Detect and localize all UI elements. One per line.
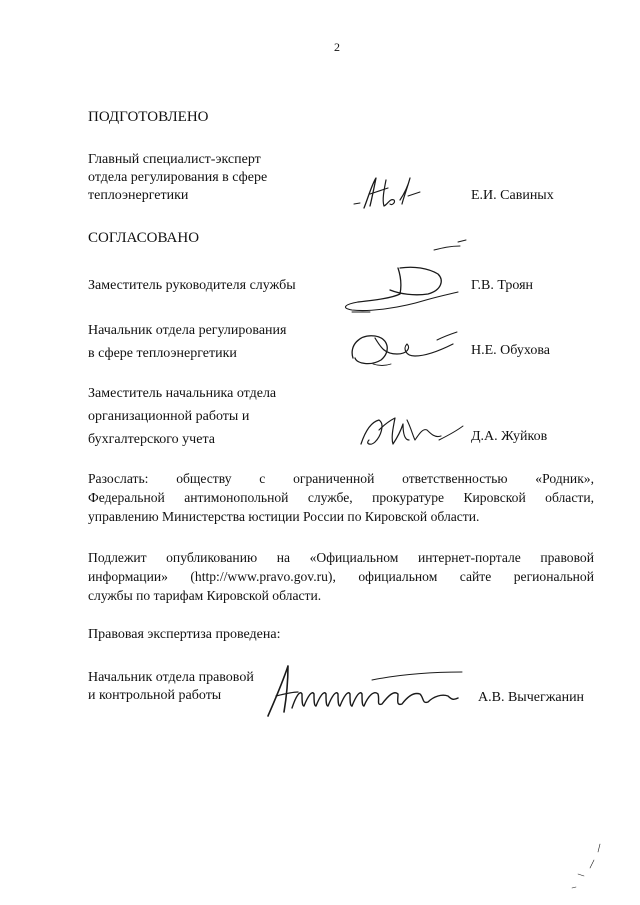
signer-name: Д.А. Жуйков <box>471 429 548 444</box>
scan-marks <box>560 838 610 898</box>
distribution-line: Разослать: обществу с ограниченной ответственностью «Родник», <box>88 471 594 486</box>
position-line: организационной работы и <box>88 409 250 424</box>
position-line: Главный специалист-эксперт <box>88 152 261 167</box>
publication-paragraph <box>88 548 594 605</box>
position-line: Начальник отдела регулирования <box>88 323 287 338</box>
signer-name: Г.В. Троян <box>471 278 534 293</box>
publication-line: Подлежит опубликованию на «Официальном интернет-портале правовой <box>88 550 594 565</box>
agreed-heading: СОГЛАСОВАНО <box>88 230 200 246</box>
publication-line: службы по тарифам Кировской области. <box>88 588 322 603</box>
page-number: 2 <box>334 40 340 54</box>
distribution-paragraph <box>88 469 594 526</box>
signer-name: А.В. Вычегжанин <box>478 690 585 705</box>
legal-review-position <box>88 669 254 705</box>
legal-review-statement: Правовая экспертиза проведена: <box>88 627 281 642</box>
signature-troyan <box>330 238 470 318</box>
signature-vychegzhanin <box>262 660 472 722</box>
distribution-line: управлению Министерства юстиции России по Кировской области. <box>88 509 480 524</box>
position-line: Заместитель руководителя службы <box>88 278 296 293</box>
signer-position <box>88 382 276 451</box>
position-line: Заместитель начальника отдела <box>88 386 277 401</box>
publication-line: информации» (http://www.pravo.gov.ru), официальном сайте региональной <box>88 569 594 584</box>
position-line: отдела регулирования в сфере <box>88 170 268 185</box>
signature-obukhova <box>345 328 465 370</box>
signer-name: Е.И. Савиных <box>471 188 554 203</box>
signature-zhuykov <box>355 410 470 452</box>
prepared-heading: ПОДГОТОВЛЕНО <box>88 109 209 125</box>
position-line: бухгалтерского учета <box>88 432 215 447</box>
distribution-line: Федеральной антимонопольной службе, прокуратуре Кировской области, <box>88 490 594 505</box>
prepared-position <box>88 151 267 205</box>
position-line: в сфере теплоэнергетики <box>88 346 237 361</box>
position-line: теплоэнергетики <box>88 188 189 203</box>
signature-savinykh <box>350 170 430 215</box>
position-line: и контрольной работы <box>88 688 222 703</box>
signer-position <box>88 319 286 365</box>
signer-name: Н.Е. Обухова <box>471 343 550 358</box>
position-line: Начальник отдела правовой <box>88 670 254 685</box>
